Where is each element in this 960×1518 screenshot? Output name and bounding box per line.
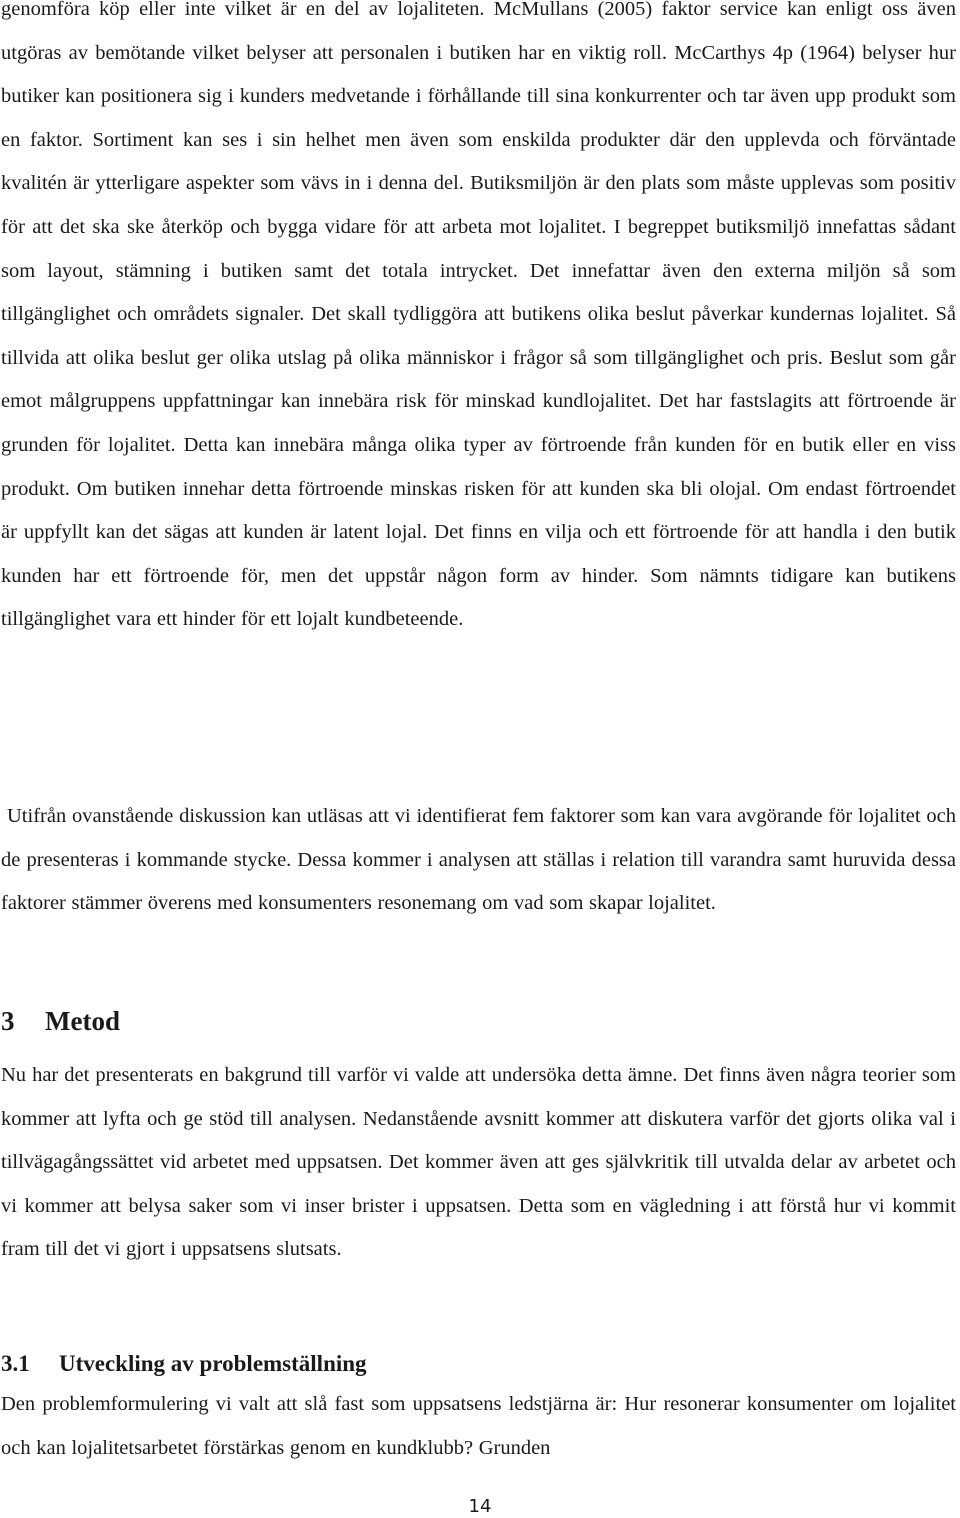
subsection-heading-problemstallning <box>1 1349 367 1379</box>
page-number: 14 <box>468 1496 492 1517</box>
section-title: Metod <box>45 1006 120 1036</box>
section-number: 3 <box>1 1006 15 1036</box>
body-paragraph-1: genomföra köp eller inte vilket är en del av lojaliteten. McMullans (2005) faktor service kan enligt oss även utgöras av bemötande vilket belyser att personalen i butiken har en viktig roll. McCarthys 4p (1964) belyser hur butiker kan positionera sig i kunders medvetande i förhållande till sina konkurrenter och tar även upp produkt som en faktor. Sortiment kan ses i sin helhet men även som enskilda produkter där den upplevda och förväntade kvalitén är ytterligare aspekter som vävs in i denna del. Butiksmiljön är den plats som måste upplevas som positiv för att det ska ske återköp och bygga vidare för att arbeta mot lojalitet. I begreppet butiksmiljö innefattas sådant som layout, stämning i butiken samt det totala intrycket. Det innefattar även den externa miljön så som tillgänglighet och områdets signaler. Det skall tydliggöra att butikens olika beslut påverkar kundernas lojalitet. Så tillvida att olika beslut ger olika utslag på olika människor i frågor så som tillgänglighet och pris. Beslut som går emot målgruppens uppfattningar kan innebära risk för minskad kundlojalitet. Det har fastslagits att förtroende är grunden för lojalitet. Detta kan innebära många olika typer av förtroende från kunden för en butik eller en viss produkt. Om butiken innehar detta förtroende minskas risken för att kunden ska bli olojal. Om endast förtroendet är uppfyllt kan det sägas att kunden är latent lojal. Det finns en vilja och ett förtroende för att handla i den butik kunden har ett förtroende för, men det uppstår någon form av hinder. Som nämnts tidigare kan butikens tillgänglighet vara ett hinder för ett lojalt kundbeteende. <box>1 0 956 631</box>
body-paragraph-4: Den problemformulering vi valt att slå fast som uppsatsens ledstjärna är: Hur resonerar konsumenter om lojalitet och kan lojalitetsarbetet förstärkas genom en kundklubb? Grunden <box>1 1393 956 1459</box>
subsection-number: 3.1 <box>1 1351 30 1376</box>
subsection-title: Utveckling av problemställning <box>59 1351 367 1376</box>
section-heading-metod <box>1 1004 120 1038</box>
body-paragraph-2: Utifrån ovanstående diskussion kan utläsas att vi identifierat fem faktorer som kan vara avgörande för lojalitet och de presenteras i kommande stycke. Dessa kommer i analysen att ställas i relation till varandra samt huruvida dessa faktorer stämmer överens med konsumenters resonemang om vad som skapar lojalitet. <box>1 805 956 915</box>
body-paragraph-3: Nu har det presenterats en bakgrund till varför vi valde att undersöka detta ämne. Det finns även några teorier som kommer att lyfta och ge stöd till analysen. Nedanstående avsnitt kommer att diskutera varför det gjorts olika val i tillvägagångssättet vid arbetet med uppsatsen. Det kommer även att ges självkritik till utvalda delar av arbetet och vi kommer att belysa saker som vi inser brister i uppsatsen. Detta som en vägledning i att förstå hur vi kommit fram till det vi gjort i uppsatsens slutsats. <box>1 1064 956 1261</box>
